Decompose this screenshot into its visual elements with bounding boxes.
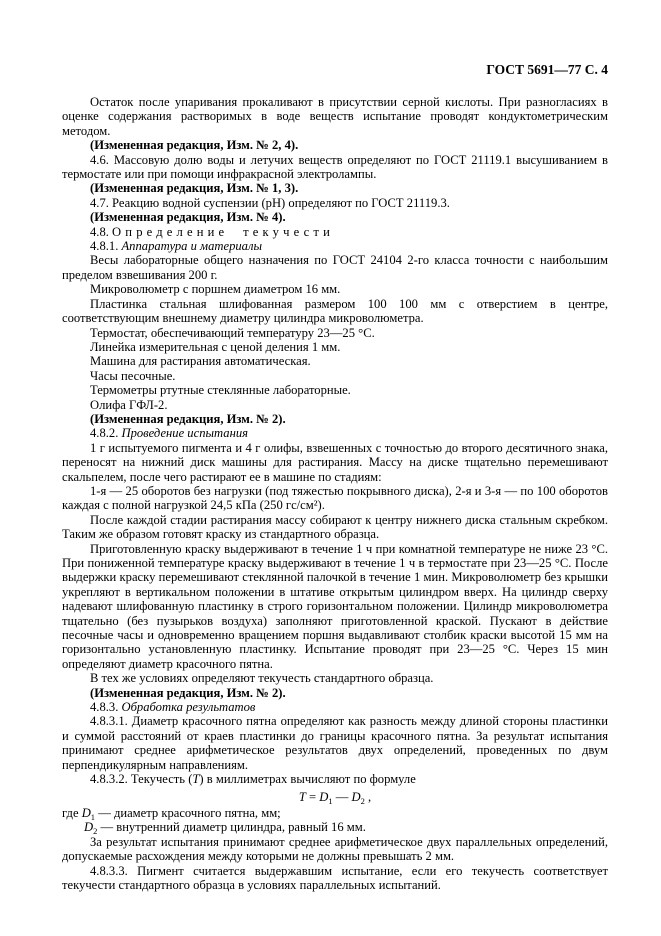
formula — [62, 790, 608, 804]
amendment-note — [62, 138, 608, 152]
text-run: D — [81, 805, 91, 820]
subsection-heading — [62, 239, 608, 253]
text-run: Т — [298, 789, 306, 804]
text-run: 4.6. Массовую долю воды и летучих веществ определяют по ГОСТ 21119.1 высушиванием в термостате или при помощи инфракрасной электролампы. — [62, 152, 608, 182]
text-run: где — [62, 805, 82, 820]
paragraph — [62, 196, 608, 210]
text-run: Определение текучести — [112, 224, 334, 239]
page-header — [0, 62, 608, 78]
paragraph — [62, 340, 608, 354]
text-run: 1 г испытуемого пигмента и 4 г олифы, взвешенных с точностью до второго десятичного знака, переносят на нижний диск машины для растирания. Массу на диске тщательно перемешивают скальпелем, после чего растирают ее в машине по стадиям: — [62, 440, 608, 484]
paragraph — [62, 95, 608, 138]
text-run: Обработка результатов — [121, 700, 256, 715]
text-run: Аппаратура и материалы — [121, 239, 262, 254]
text-run: 1-я — 25 оборотов без нагрузки (под тяжестью покрывного диска), 2-я и 3-я — по 100 оборотов каждая с полной нагрузкой 24,5 кПа (250 гс/см²). — [62, 483, 608, 513]
amendment-note — [62, 686, 608, 700]
text-run: (Измененная редакция, Изм. № 2). — [90, 411, 286, 426]
text-run: 4.8.3.2. Текучесть ( — [90, 772, 193, 787]
amendment-note — [62, 181, 608, 195]
subscript: 2 — [93, 826, 98, 837]
text-run: Т — [192, 772, 200, 787]
paragraph — [62, 326, 608, 340]
paragraph — [62, 441, 608, 484]
text-run: Весы лабораторные общего назначения по ГОСТ 24104 2-го класса точности с наибольшим пределом взвешивания 200 г. — [62, 253, 608, 282]
paragraph — [62, 542, 608, 672]
text-run: После каждой стадии растирания массу собирают к центру нижнего диска стальным скребком. Таким же образом готовят краску из стандартного образца. — [62, 512, 608, 542]
text-run: ) в миллиметрах вычисляют по формуле — [199, 772, 416, 787]
text-run: Машина для растирания автоматическая. — [90, 354, 311, 369]
text-run: = — [305, 789, 320, 804]
text-run: Приготовленную краску выдерживают в течение 1 ч при комнатной температуре не ниже 23 °С. При пониженной температуре краску выдерживают в течение 1 ч в термостате при 23—25 °С. После выдержки краску перемешивают стеклянной палочкой в течение 1 мин. Микроволюметр без крышки укрепляют в вертикальном положении в штативе открытым цилиндром вверх. На цилиндр сверху надевают шлифованную пластинку в строго горизонтальном положении. Цилиндр микроволюметра тщательно (без пузырьков воздуха) заполняют приготовленной краской. Пускают в действие песочные часы и одновременно вращением поршня выдавливают столбик краски высотой 15 мм на горизонтально установленную пластинку. Испытание проводят при 23—25 °С. Через 15 мин определяют диаметр красочного пятна. — [62, 541, 608, 671]
text-run: 4.8.3. — [90, 700, 122, 715]
text-run: Олифа ГФЛ-2. — [90, 397, 168, 412]
formula-definition — [62, 820, 608, 837]
text-run: D — [351, 789, 361, 804]
text-run: D — [319, 789, 329, 804]
subsection-heading — [62, 426, 608, 440]
subsection-heading — [62, 700, 608, 714]
paragraph — [62, 354, 608, 368]
paragraph — [62, 282, 608, 296]
text-run: D — [84, 820, 94, 835]
subscript: 2 — [360, 795, 365, 806]
text-run: В тех же условиях определяют текучесть стандартного образца. — [90, 671, 434, 686]
subscript: 1 — [90, 811, 96, 822]
text-run: Термостат, обеспечивающий температуру 23—25 °С. — [90, 325, 375, 340]
text-run: 4.8. — [90, 224, 113, 239]
formula-definition — [62, 806, 608, 820]
text-run: Термометры ртутные стеклянные лабораторные. — [90, 383, 351, 398]
paragraph — [62, 513, 608, 542]
paragraph — [62, 153, 608, 182]
standard-number: ГОСТ 5691—77 С. 4 — [486, 62, 608, 77]
text-run: (Измененная редакция, Изм. № 2, 4). — [90, 138, 299, 153]
text-run: 4.8.1. — [90, 239, 122, 254]
text-run: (Измененная редакция, Изм. № 2). — [90, 685, 286, 700]
paragraph — [62, 398, 608, 412]
text-run: , — [364, 789, 372, 804]
amendment-note — [62, 210, 608, 224]
paragraph — [62, 864, 608, 893]
paragraph — [62, 772, 608, 786]
text-run: — внутренний диаметр цилиндра, равный 16 мм. — [97, 820, 366, 835]
text-run: — — [332, 789, 352, 804]
text-run: 4.8.3.3. Пигмент считается выдержавшим испытание, если его текучесть соответствует текучести стандартного образца в условиях параллельных испытаний. — [62, 863, 608, 892]
text-run: (Измененная редакция, Изм. № 4). — [90, 210, 286, 225]
text-run: Часы песочные. — [90, 368, 176, 383]
text-run: 4.8.3.1. Диаметр красочного пятна определяют как разность между длиной стороны пластинки и суммой расстояний от краев пластинки до границы красочного пятна. За результат испытания принимают среднее арифметическое результатов двух определений, проведенных по двум перпендикулярным направлениям. — [62, 714, 608, 772]
text-run: — диаметр красочного пятна, мм; — [95, 805, 281, 820]
text-run: Микроволюметр с поршнем диаметром 16 мм. — [90, 282, 341, 297]
text-run: 4.8.2. — [90, 426, 122, 441]
paragraph — [62, 484, 608, 513]
section-heading — [62, 225, 608, 239]
text-run: (Измененная редакция, Изм. № 1, 3). — [90, 181, 299, 196]
amendment-note — [62, 412, 608, 426]
document-body — [62, 95, 608, 892]
text-run: За результат испытания принимают среднее арифметическое двух параллельных определений, допускаемые расхождения между которыми не должны превышать 2 мм. — [62, 834, 608, 864]
paragraph — [62, 383, 608, 397]
paragraph — [62, 714, 608, 772]
text-run: 4.7. Реакцию водной суспензии (рН) определяют по ГОСТ 21119.3. — [90, 195, 450, 210]
paragraph — [62, 671, 608, 685]
paragraph — [62, 297, 608, 326]
subscript: 1 — [328, 795, 333, 806]
text-run: Линейка измерительная с ценой деления 1 мм. — [90, 339, 341, 354]
paragraph — [62, 253, 608, 282]
text-run: Пластинка стальная шлифованная размером 100 100 мм с отверстием в центре, соответствующим внешнему диаметру цилиндра микроволюметра. — [62, 296, 608, 326]
paragraph — [62, 835, 608, 864]
text-run: Проведение испытания — [121, 426, 248, 441]
paragraph — [62, 369, 608, 383]
text-run: Остаток после упаривания прокаливают в присутствии серной кислоты. При разногласиях в оценке содержания растворимых в воде веществ испытание проводят кондуктометрическим методом. — [62, 95, 608, 138]
